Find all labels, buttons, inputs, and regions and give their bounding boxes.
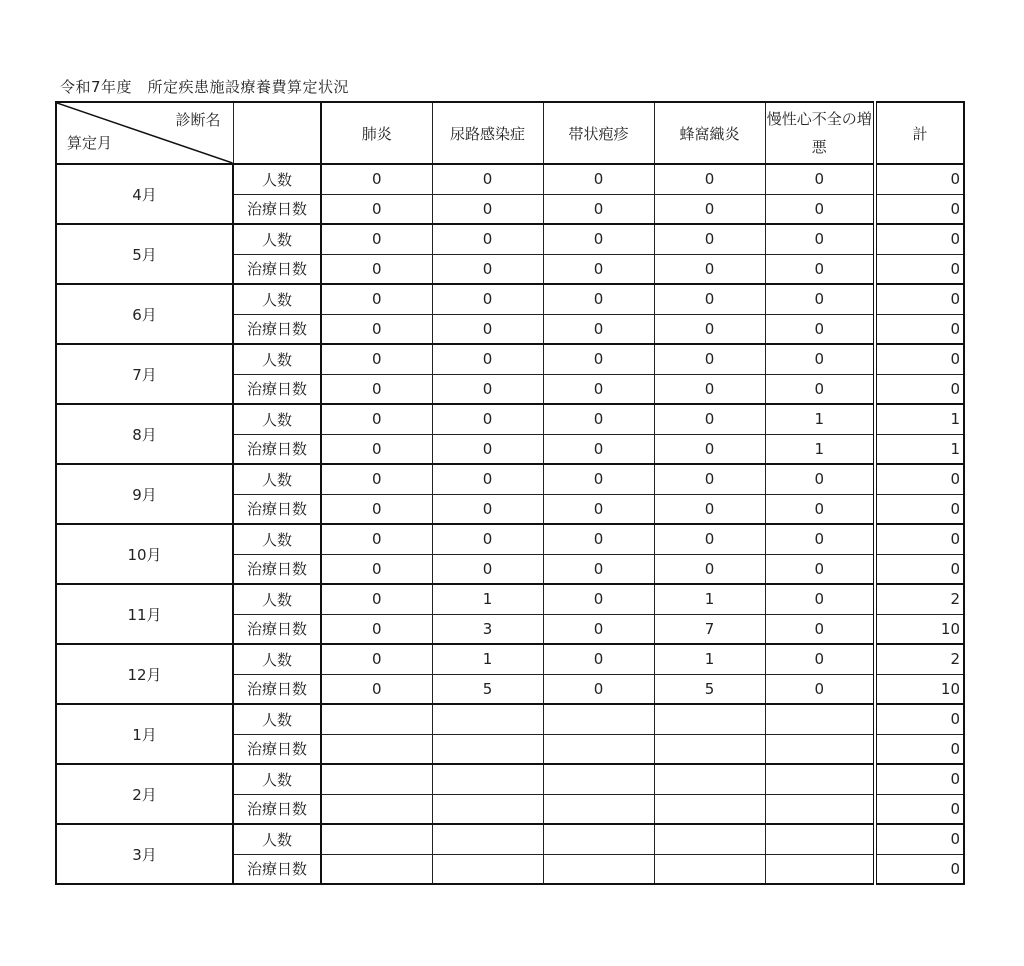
table-row	[56, 704, 964, 734]
total-cell: 0	[875, 284, 964, 314]
value-cell-pneumonia: 0	[321, 314, 432, 344]
value-cell-chf	[765, 704, 875, 734]
table-row	[56, 344, 964, 374]
table-row	[56, 464, 964, 494]
diagnosis-header-pneumonia: 肺炎	[321, 102, 432, 164]
value-cell-shingles	[543, 734, 654, 764]
table-row	[56, 764, 964, 794]
value-cell-chf: 0	[765, 374, 875, 404]
report-table	[55, 101, 965, 885]
month-label: 8月	[56, 404, 233, 464]
value-cell-pneumonia: 0	[321, 584, 432, 614]
treatment-days-label: 治療日数	[233, 554, 321, 584]
value-cell-shingles: 0	[543, 674, 654, 704]
value-cell-chf: 0	[765, 344, 875, 374]
table-row	[56, 824, 964, 854]
table-row	[56, 524, 964, 554]
value-cell-uti	[432, 794, 543, 824]
diagnosis-header-chf: 慢性心不全の増悪	[765, 102, 875, 164]
total-cell: 0	[875, 374, 964, 404]
value-cell-cellulitis: 1	[654, 644, 765, 674]
treatment-days-label: 治療日数	[233, 194, 321, 224]
value-cell-shingles: 0	[543, 164, 654, 194]
value-cell-cellulitis: 1	[654, 584, 765, 614]
total-cell: 0	[875, 254, 964, 284]
table-row	[56, 644, 964, 674]
table-body	[56, 164, 964, 884]
diagnosis-header-uti: 尿路感染症	[432, 102, 543, 164]
value-cell-chf: 0	[765, 194, 875, 224]
value-cell-shingles: 0	[543, 254, 654, 284]
month-label: 9月	[56, 464, 233, 524]
value-cell-chf: 0	[765, 464, 875, 494]
total-cell: 0	[875, 794, 964, 824]
value-cell-pneumonia: 0	[321, 404, 432, 434]
value-cell-pneumonia: 0	[321, 374, 432, 404]
value-cell-cellulitis: 0	[654, 374, 765, 404]
value-cell-cellulitis	[654, 854, 765, 884]
total-cell: 2	[875, 584, 964, 614]
value-cell-uti: 0	[432, 434, 543, 464]
value-cell-cellulitis: 0	[654, 194, 765, 224]
value-cell-cellulitis: 0	[654, 284, 765, 314]
diagnosis-header-cellulitis: 蜂窩織炎	[654, 102, 765, 164]
value-cell-uti	[432, 824, 543, 854]
value-cell-cellulitis: 5	[654, 674, 765, 704]
value-cell-uti: 1	[432, 584, 543, 614]
value-cell-pneumonia: 0	[321, 554, 432, 584]
value-cell-shingles: 0	[543, 404, 654, 434]
value-cell-pneumonia: 0	[321, 254, 432, 284]
value-cell-shingles: 0	[543, 344, 654, 374]
value-cell-cellulitis	[654, 734, 765, 764]
value-cell-pneumonia	[321, 794, 432, 824]
patients-label: 人数	[233, 224, 321, 254]
patients-label: 人数	[233, 284, 321, 314]
patients-label: 人数	[233, 584, 321, 614]
treatment-days-label: 治療日数	[233, 674, 321, 704]
table-row	[56, 224, 964, 254]
value-cell-uti: 3	[432, 614, 543, 644]
value-cell-shingles: 0	[543, 374, 654, 404]
treatment-days-label: 治療日数	[233, 254, 321, 284]
value-cell-uti: 0	[432, 374, 543, 404]
treatment-days-label: 治療日数	[233, 614, 321, 644]
table-row	[56, 284, 964, 314]
patients-label: 人数	[233, 704, 321, 734]
value-cell-uti	[432, 764, 543, 794]
month-label: 12月	[56, 644, 233, 704]
table-row	[56, 584, 964, 614]
value-cell-pneumonia: 0	[321, 614, 432, 644]
patients-label: 人数	[233, 824, 321, 854]
corner-header-cell	[56, 102, 233, 164]
month-label: 10月	[56, 524, 233, 584]
value-cell-pneumonia	[321, 764, 432, 794]
value-cell-chf: 0	[765, 254, 875, 284]
month-label: 7月	[56, 344, 233, 404]
document-title: 令和7年度 所定疾患施設療養費算定状況	[60, 78, 350, 96]
total-cell: 0	[875, 494, 964, 524]
value-cell-chf: 1	[765, 434, 875, 464]
value-cell-uti: 0	[432, 194, 543, 224]
value-cell-chf: 0	[765, 164, 875, 194]
treatment-days-label: 治療日数	[233, 794, 321, 824]
value-cell-cellulitis	[654, 704, 765, 734]
total-cell: 0	[875, 854, 964, 884]
value-cell-pneumonia	[321, 824, 432, 854]
value-cell-shingles	[543, 704, 654, 734]
value-cell-shingles: 0	[543, 314, 654, 344]
value-cell-chf: 0	[765, 614, 875, 644]
value-cell-uti: 1	[432, 644, 543, 674]
value-cell-chf	[765, 734, 875, 764]
value-cell-cellulitis: 0	[654, 164, 765, 194]
month-label: 5月	[56, 224, 233, 284]
total-cell: 1	[875, 404, 964, 434]
value-cell-uti: 0	[432, 464, 543, 494]
diagnosis-header-shingles: 帯状疱疹	[543, 102, 654, 164]
value-cell-uti	[432, 854, 543, 884]
value-cell-uti: 0	[432, 524, 543, 554]
value-cell-pneumonia: 0	[321, 434, 432, 464]
value-cell-chf	[765, 794, 875, 824]
month-label: 3月	[56, 824, 233, 884]
patients-label: 人数	[233, 644, 321, 674]
total-cell: 1	[875, 434, 964, 464]
value-cell-chf	[765, 824, 875, 854]
value-cell-shingles: 0	[543, 524, 654, 554]
diagnosis-header-label: 診断名	[175, 111, 221, 129]
total-cell: 0	[875, 524, 964, 554]
month-label: 11月	[56, 584, 233, 644]
value-cell-pneumonia: 0	[321, 224, 432, 254]
value-cell-shingles: 0	[543, 494, 654, 524]
month-label: 1月	[56, 704, 233, 764]
value-cell-cellulitis: 0	[654, 434, 765, 464]
value-cell-chf	[765, 764, 875, 794]
value-cell-shingles: 0	[543, 224, 654, 254]
patients-label: 人数	[233, 404, 321, 434]
value-cell-uti: 0	[432, 314, 543, 344]
value-cell-chf: 0	[765, 554, 875, 584]
header-row	[56, 102, 964, 164]
value-cell-cellulitis: 0	[654, 524, 765, 554]
value-cell-shingles: 0	[543, 434, 654, 464]
treatment-days-label: 治療日数	[233, 374, 321, 404]
table-row	[56, 164, 964, 194]
total-cell: 0	[875, 764, 964, 794]
value-cell-chf: 1	[765, 404, 875, 434]
patients-label: 人数	[233, 764, 321, 794]
value-cell-shingles: 0	[543, 554, 654, 584]
value-cell-cellulitis: 0	[654, 464, 765, 494]
total-cell: 0	[875, 734, 964, 764]
value-cell-pneumonia: 0	[321, 194, 432, 224]
value-cell-pneumonia	[321, 854, 432, 884]
total-cell: 0	[875, 824, 964, 854]
value-cell-cellulitis	[654, 764, 765, 794]
total-cell: 0	[875, 314, 964, 344]
value-cell-uti: 5	[432, 674, 543, 704]
treatment-days-label: 治療日数	[233, 854, 321, 884]
patients-label: 人数	[233, 344, 321, 374]
month-label: 2月	[56, 764, 233, 824]
value-cell-uti: 0	[432, 284, 543, 314]
value-cell-uti: 0	[432, 254, 543, 284]
total-cell: 10	[875, 614, 964, 644]
value-cell-pneumonia	[321, 734, 432, 764]
treatment-days-label: 治療日数	[233, 314, 321, 344]
value-cell-pneumonia: 0	[321, 524, 432, 554]
value-cell-cellulitis: 0	[654, 404, 765, 434]
value-cell-chf: 0	[765, 674, 875, 704]
value-cell-cellulitis: 0	[654, 254, 765, 284]
value-cell-chf: 0	[765, 314, 875, 344]
value-cell-uti	[432, 734, 543, 764]
month-label: 4月	[56, 164, 233, 224]
value-cell-chf: 0	[765, 494, 875, 524]
value-cell-shingles: 0	[543, 584, 654, 614]
value-cell-chf: 0	[765, 644, 875, 674]
total-cell: 2	[875, 644, 964, 674]
value-cell-pneumonia: 0	[321, 464, 432, 494]
value-cell-pneumonia: 0	[321, 644, 432, 674]
value-cell-pneumonia	[321, 704, 432, 734]
total-cell: 0	[875, 554, 964, 584]
patients-label: 人数	[233, 464, 321, 494]
total-header: 計	[875, 102, 964, 164]
treatment-days-label: 治療日数	[233, 434, 321, 464]
value-cell-chf: 0	[765, 524, 875, 554]
value-cell-pneumonia: 0	[321, 344, 432, 374]
value-cell-chf	[765, 854, 875, 884]
value-cell-uti: 0	[432, 224, 543, 254]
value-cell-uti: 0	[432, 164, 543, 194]
value-cell-shingles: 0	[543, 464, 654, 494]
value-cell-cellulitis	[654, 794, 765, 824]
total-cell: 0	[875, 164, 964, 194]
value-cell-cellulitis	[654, 824, 765, 854]
value-cell-cellulitis: 0	[654, 314, 765, 344]
value-cell-cellulitis: 0	[654, 494, 765, 524]
value-cell-shingles: 0	[543, 614, 654, 644]
month-label: 6月	[56, 284, 233, 344]
value-cell-cellulitis: 0	[654, 344, 765, 374]
total-cell: 0	[875, 704, 964, 734]
total-cell: 0	[875, 344, 964, 374]
value-cell-shingles: 0	[543, 644, 654, 674]
treatment-days-label: 治療日数	[233, 494, 321, 524]
value-cell-chf: 0	[765, 224, 875, 254]
patients-label: 人数	[233, 524, 321, 554]
value-cell-shingles	[543, 854, 654, 884]
table-row	[56, 404, 964, 434]
value-cell-cellulitis: 0	[654, 554, 765, 584]
value-cell-pneumonia: 0	[321, 164, 432, 194]
value-cell-pneumonia: 0	[321, 674, 432, 704]
value-cell-chf: 0	[765, 584, 875, 614]
value-cell-shingles	[543, 764, 654, 794]
value-cell-uti: 0	[432, 404, 543, 434]
value-cell-uti: 0	[432, 494, 543, 524]
patients-label: 人数	[233, 164, 321, 194]
value-cell-chf: 0	[765, 284, 875, 314]
treatment-days-label: 治療日数	[233, 734, 321, 764]
value-cell-shingles	[543, 824, 654, 854]
value-cell-pneumonia: 0	[321, 284, 432, 314]
total-cell: 0	[875, 194, 964, 224]
value-cell-shingles	[543, 794, 654, 824]
value-cell-cellulitis: 0	[654, 224, 765, 254]
total-cell: 0	[875, 464, 964, 494]
total-cell: 10	[875, 674, 964, 704]
value-cell-shingles: 0	[543, 194, 654, 224]
value-cell-uti: 0	[432, 554, 543, 584]
value-cell-uti: 0	[432, 344, 543, 374]
month-header-label: 算定月	[67, 134, 113, 152]
value-cell-shingles: 0	[543, 284, 654, 314]
value-cell-uti	[432, 704, 543, 734]
value-cell-cellulitis: 7	[654, 614, 765, 644]
metric-header-cell	[233, 102, 321, 164]
total-cell: 0	[875, 224, 964, 254]
value-cell-pneumonia: 0	[321, 494, 432, 524]
